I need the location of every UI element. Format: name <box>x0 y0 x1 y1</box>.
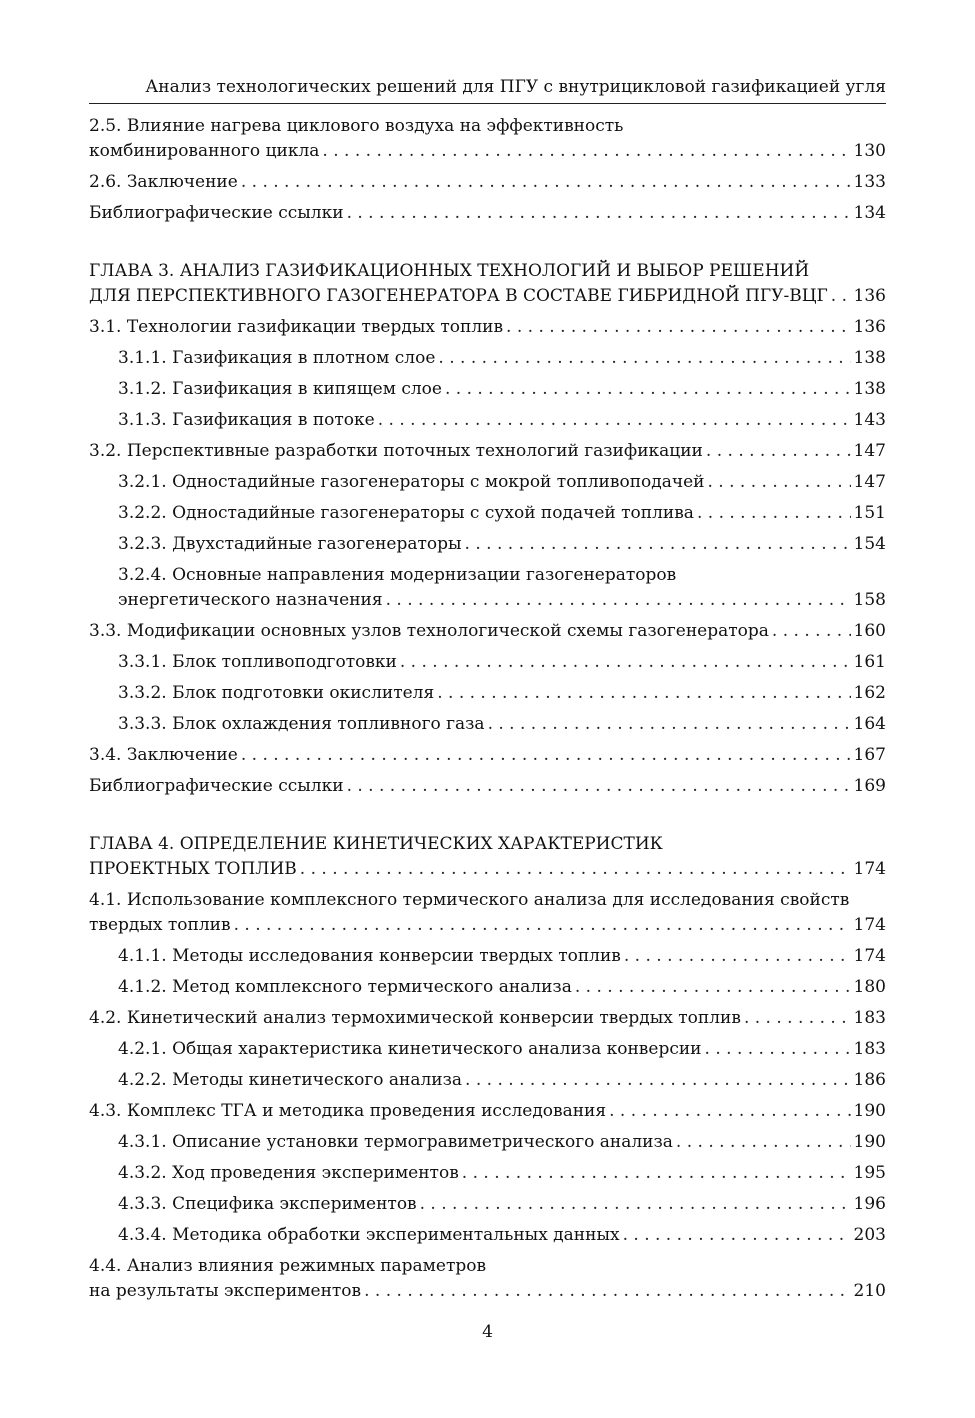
toc-entry-line <box>89 619 886 644</box>
toc-page-number: 203 <box>853 1225 886 1245</box>
toc-entry-title: Библиографические ссылки <box>89 203 344 223</box>
toc-entry-line <box>118 650 886 675</box>
toc-entry-line <box>118 1130 886 1155</box>
toc-entry-title: 3.1.2. Газификация в кипящем слое <box>118 379 442 399</box>
dot-leader <box>420 1192 851 1217</box>
toc-chapter-entry <box>89 832 886 882</box>
toc-page-number: 167 <box>853 745 886 765</box>
toc-subsection-entry <box>89 681 886 706</box>
toc-entry-line <box>118 1192 886 1217</box>
toc-entry-line <box>89 743 886 768</box>
toc-entry-title: комбинированного цикла <box>89 141 320 161</box>
toc-entry-line <box>118 1161 886 1186</box>
dot-leader <box>445 377 851 402</box>
dot-leader <box>676 1130 851 1155</box>
toc-entry-line <box>89 1099 886 1124</box>
dot-leader <box>772 619 851 644</box>
toc-entry-line <box>89 139 886 164</box>
toc-entry-title: 4.3.3. Специфика экспериментов <box>118 1194 417 1214</box>
toc-entry-title: 3.2.2. Одностадийные газогенераторы с сухой подачей топлива <box>118 503 694 523</box>
toc-section-entry <box>89 1254 886 1304</box>
toc-page-number: 190 <box>853 1132 886 1152</box>
dot-leader <box>623 1223 851 1248</box>
toc-section-entry <box>89 114 886 164</box>
toc-entry-title: 3.4. Заключение <box>89 745 238 765</box>
toc-entry-title: 4.3.2. Ход проведения экспериментов <box>118 1163 459 1183</box>
toc-entry-line <box>118 501 886 526</box>
toc-entry-line <box>89 315 886 340</box>
dot-leader <box>609 1099 850 1124</box>
toc-section-entry <box>89 743 886 768</box>
toc-section-entry <box>89 888 886 938</box>
toc-subsection-entry <box>89 1223 886 1248</box>
toc-entry-title: 3.3.2. Блок подготовки окислителя <box>118 683 435 703</box>
toc-page-number: 183 <box>853 1039 886 1059</box>
toc-page-number: 162 <box>853 683 886 703</box>
toc-page-number: 190 <box>853 1101 886 1121</box>
toc-page-number: 158 <box>853 590 886 610</box>
toc-entry-title: 3.1.1. Газификация в плотном слое <box>118 348 436 368</box>
dot-leader <box>624 944 851 969</box>
toc-section-entry <box>89 1006 886 1031</box>
toc-entry-line <box>118 346 886 371</box>
dot-leader <box>400 650 851 675</box>
toc-entry-line <box>118 1037 886 1062</box>
toc-entry-title: 4.1.2. Метод комплексного термического анализа <box>118 977 572 997</box>
toc-subsection-entry <box>89 1130 886 1155</box>
toc-entry-title: Библиографические ссылки <box>89 776 344 796</box>
toc-page-number: 174 <box>853 859 886 879</box>
toc-entry-title: 4.3.4. Методика обработки экспериментальных данных <box>118 1225 620 1245</box>
toc-page-number: 130 <box>853 141 886 161</box>
toc-entry-title-line: 4.4. Анализ влияния режимных параметров <box>89 1256 487 1276</box>
toc-section-entry <box>89 1099 886 1124</box>
page-number: 4 <box>482 1322 493 1342</box>
toc-entry-title-line: ГЛАВА 3. АНАЛИЗ ГАЗИФИКАЦИОННЫХ ТЕХНОЛОГИЙ И ВЫБОР РЕШЕНИЙ <box>89 261 810 281</box>
dot-leader <box>241 743 851 768</box>
toc-page-number: 154 <box>853 534 886 554</box>
toc-entry-title: 3.2.1. Одностадийные газогенераторы с мокрой топливоподачей <box>118 472 705 492</box>
toc-subsection-entry <box>89 944 886 969</box>
dot-leader <box>575 975 851 1000</box>
toc-entry-line <box>118 377 886 402</box>
toc-subsection-entry <box>89 408 886 433</box>
dot-leader <box>706 439 851 464</box>
toc-page-number: 195 <box>853 1163 886 1183</box>
dot-leader <box>241 170 851 195</box>
toc-page-number: 147 <box>853 441 886 461</box>
dot-leader <box>465 532 851 557</box>
toc-page-number: 183 <box>853 1008 886 1028</box>
dot-leader <box>347 201 851 226</box>
toc-subsection-entry <box>89 975 886 1000</box>
toc-entry-title: 4.2.2. Методы кинетического анализа <box>118 1070 463 1090</box>
toc-entry-line <box>118 712 886 737</box>
toc-entry-title: ПРОЕКТНЫХ ТОПЛИВ <box>89 859 297 879</box>
dot-leader <box>488 712 851 737</box>
toc-section-entry <box>89 170 886 195</box>
dot-leader <box>438 346 850 371</box>
toc-entry-title-line: 4.1. Использование комплексного термического анализа для исследования свойств <box>89 890 850 910</box>
toc-entry-line <box>118 470 886 495</box>
toc-subsection-entry <box>89 1068 886 1093</box>
toc-page-number: 138 <box>853 379 886 399</box>
toc-page-number: 138 <box>853 348 886 368</box>
toc-subsection-entry <box>89 532 886 557</box>
toc-page-number: 136 <box>853 317 886 337</box>
toc-entry-line <box>89 1279 886 1304</box>
toc-entry-title: 4.2. Кинетический анализ термохимической конверсии твердых топлив <box>89 1008 741 1028</box>
toc-entry-line <box>89 1006 886 1031</box>
toc-entry-title-line: 3.2.4. Основные направления модернизации газогенераторов <box>118 565 677 585</box>
toc-subsection-entry <box>89 650 886 675</box>
toc-page-number: 169 <box>853 776 886 796</box>
header-rule <box>89 103 886 104</box>
toc-entry-title: 2.6. Заключение <box>89 172 238 192</box>
toc-subsection-entry <box>89 1161 886 1186</box>
dot-leader <box>437 681 850 706</box>
toc-entry-title: 4.2.1. Общая характеристика кинетического анализа конверсии <box>118 1039 702 1059</box>
toc-entry-line <box>118 681 886 706</box>
toc-section-entry <box>89 439 886 464</box>
dot-leader <box>465 1068 851 1093</box>
dot-leader <box>364 1279 850 1304</box>
dot-leader <box>234 913 851 938</box>
toc-entry-title-line: ГЛАВА 4. ОПРЕДЕЛЕНИЕ КИНЕТИЧЕСКИХ ХАРАКТЕРИСТИК <box>89 834 663 854</box>
toc-page-number: 147 <box>853 472 886 492</box>
toc-entry-title: на результаты экспериментов <box>89 1281 362 1301</box>
toc-subsection-entry <box>89 377 886 402</box>
toc-subsection-entry <box>89 712 886 737</box>
toc-page-number: 174 <box>853 915 886 935</box>
toc-page-number: 160 <box>853 621 886 641</box>
dot-leader <box>831 284 851 309</box>
toc-entry-title: 3.2.3. Двухстадийные газогенераторы <box>118 534 462 554</box>
toc-entry-title: 4.3.1. Описание установки термогравиметрического анализа <box>118 1132 673 1152</box>
toc-entry-line <box>118 975 886 1000</box>
dot-leader <box>744 1006 851 1031</box>
toc-entry-line <box>89 284 886 309</box>
toc-entry-line <box>89 774 886 799</box>
dot-leader <box>322 139 850 164</box>
toc-section-entry <box>89 315 886 340</box>
toc-page-number: 161 <box>853 652 886 672</box>
toc-section-entry <box>89 619 886 644</box>
toc-entry-title: 4.1.1. Методы исследования конверсии твердых топлив <box>118 946 621 966</box>
toc-section-entry <box>89 201 886 226</box>
dot-leader <box>462 1161 851 1186</box>
toc-section-entry <box>89 774 886 799</box>
toc-entry-line <box>118 944 886 969</box>
toc-entry-title: 3.3.3. Блок охлаждения топливного газа <box>118 714 485 734</box>
toc-subsection-entry <box>89 1192 886 1217</box>
toc-entry-line <box>118 1068 886 1093</box>
toc-entry-title: ДЛЯ ПЕРСПЕКТИВНОГО ГАЗОГЕНЕРАТОРА В СОСТАВЕ ГИБРИДНОЙ ПГУ-ВЦГ <box>89 286 828 306</box>
toc-entry-title: 3.3.1. Блок топливоподготовки <box>118 652 397 672</box>
toc-page-number: 133 <box>853 172 886 192</box>
toc-entry-line <box>118 408 886 433</box>
dot-leader <box>386 588 851 613</box>
toc-entry-title: 3.2. Перспективные разработки поточных технологий газификации <box>89 441 703 461</box>
dot-leader <box>506 315 851 340</box>
dot-leader <box>705 1037 851 1062</box>
toc-page-number: 134 <box>853 203 886 223</box>
toc-entry-title: 3.1. Технологии газификации твердых топлив <box>89 317 504 337</box>
toc-entry-title: 4.3. Комплекс ТГА и методика проведения исследования <box>89 1101 607 1121</box>
toc-entry-line <box>118 532 886 557</box>
toc-entry-title: энергетического назначения <box>118 590 383 610</box>
running-title: Анализ технологических решений для ПГУ с внутрицикловой газификацией угля <box>145 77 886 97</box>
toc-page-number: 136 <box>853 286 886 306</box>
toc-entry-line <box>89 913 886 938</box>
toc-page-number: 186 <box>853 1070 886 1090</box>
toc-subsection-entry <box>89 470 886 495</box>
toc-subsection-entry <box>89 563 886 613</box>
toc-entry-line <box>89 201 886 226</box>
toc-page-number: 151 <box>853 503 886 523</box>
toc-entry-title-line: 2.5. Влияние нагрева циклового воздуха на эффективность <box>89 116 624 136</box>
toc-entry-line <box>89 439 886 464</box>
dot-leader <box>697 501 851 526</box>
toc-entry-title: 3.1.3. Газификация в потоке <box>118 410 375 430</box>
toc-chapter-entry <box>89 259 886 309</box>
dot-leader <box>300 857 851 882</box>
toc-page-number: 164 <box>853 714 886 734</box>
toc-page-number: 210 <box>853 1281 886 1301</box>
table-of-contents <box>89 114 886 1310</box>
dot-leader <box>708 470 851 495</box>
dot-leader <box>378 408 851 433</box>
toc-page-number: 174 <box>853 946 886 966</box>
toc-entry-line <box>118 588 886 613</box>
toc-entry-line <box>118 1223 886 1248</box>
toc-entry-line <box>89 857 886 882</box>
toc-page-number: 196 <box>853 1194 886 1214</box>
toc-page-number: 180 <box>853 977 886 997</box>
toc-subsection-entry <box>89 1037 886 1062</box>
dot-leader <box>347 774 851 799</box>
toc-page-number: 143 <box>853 410 886 430</box>
toc-entry-title: твердых топлив <box>89 915 231 935</box>
toc-subsection-entry <box>89 501 886 526</box>
toc-entry-title: 3.3. Модификации основных узлов технологической схемы газогенератора <box>89 621 769 641</box>
toc-subsection-entry <box>89 346 886 371</box>
toc-entry-line <box>89 170 886 195</box>
